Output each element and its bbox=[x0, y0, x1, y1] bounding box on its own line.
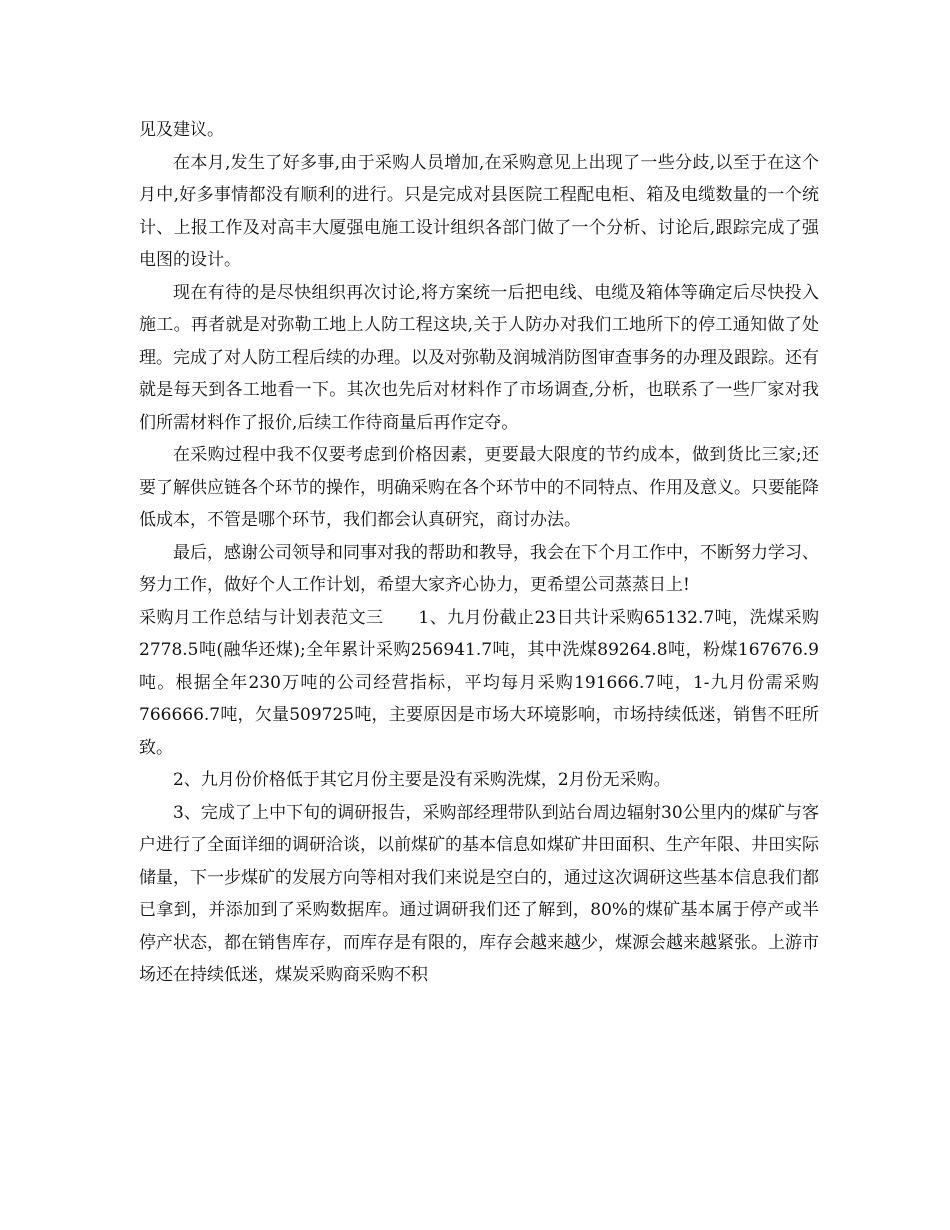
paragraph-thanks: 最后，感谢公司领导和同事对我的帮助和教导，我会在下个月工作中，不断努力学习、努力工作，做好个人工作计划，希望大家齐心协力，更希望公司蒸蒸日上! bbox=[139, 542, 819, 595]
paragraph-monthly-events: 在本月,发生了好多事,由于采购人员增加,在采购意见上出现了一些分歧,以至于在这个月中,好多事情都没有顺利的进行。只是完成对县医院工程配电柜、箱及电缆数量的一个统计、上报工作及对高丰大厦强电施工设计组织各部门做了一个分析、讨论后,跟踪完成了强电图的设计。 bbox=[139, 152, 819, 270]
paragraph-procurement-cost: 在采购过程中我不仅要考虑到价格因素，更要最大限度的节约成本，做到货比三家;还要了解供应链各个环节的操作，明确采购在各个环节中的不同特点、作用及意义。只要能降低成本，不管是哪个环节，我们都会认真研究，商讨办法。 bbox=[139, 445, 819, 530]
paragraph-continuation: 见及建议。 bbox=[139, 120, 224, 140]
paragraph-research-report: 3、完成了上中下旬的调研报告，采购部经理带队到站台周边辐射30公里内的煤矿与客户进行了全面详细的调研洽谈，以前煤矿的基本信息如煤矿井田面积、生产年限、井田实际储量，下一步煤矿的发展方向等相对我们来说是空白的，通过这次调研这些基本信息我们都已拿到，并添加到了采购数据库。通过调研我们还了解到，80%的煤矿基本属于停产或半停产状态，都在销售库存，而库存是有限的，库存会越来越少，煤源会越来越紧张。上游市场还在持续低迷，煤炭采购商采购不积 bbox=[139, 802, 819, 985]
paragraph-pending-work: 现在有待的是尽快组织再次讨论,将方案统一后把电线、电缆及箱体等确定后尽快投入施工。再者就是对弥勒工地上人防工程这块,关于人防办对我们工地所下的停工通知做了处理。完成了对人防工程后续的办理。以及对弥勒及润城消防图审查事务的办理及跟踪。还有就是每天到各工地看一下。其次也先后对材料作了市场调查,分析，也联系了一些厂家对我们所需材料作了报价,后续工作待商量后再作定夺。 bbox=[139, 282, 819, 433]
paragraph-sample-three: 采购月工作总结与计划表范文三 1、九月份截止23日共计采购65132.7吨，洗煤采购2778.5吨(融华还煤);全年累计采购256941.7吨，其中洗煤89264.8吨，粉煤167676.9吨。根据全年230万吨的公司经营指标，平均每月采购191666.7吨，1-九月份需采购766666.7吨，欠量509725吨，主要原因是市场大环境影响，市场持续低迷，销售不旺所致。 bbox=[139, 607, 819, 758]
document-body bbox=[139, 114, 819, 992]
paragraph-september-price: 2、九月份价格低于其它月份主要是没有采购洗煤，2月份无采购。 bbox=[173, 770, 671, 790]
